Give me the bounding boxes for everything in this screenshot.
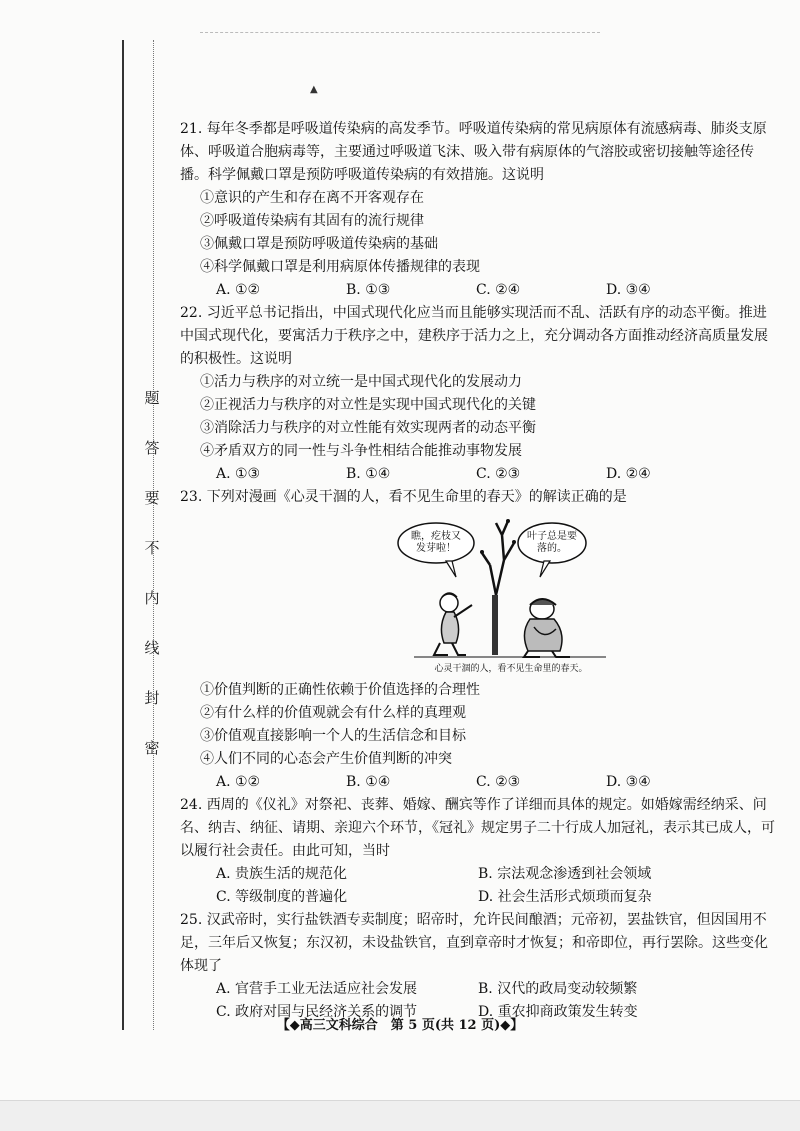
statement: ①活力与秩序的对立统一是中国式现代化的发展动力	[200, 374, 522, 390]
option-c: C. ②④	[476, 282, 521, 298]
option-b: B. 宗法观念渗透到社会领域	[478, 866, 652, 882]
statement: ①价值判断的正确性依赖于价值选择的合理性	[200, 682, 480, 698]
question-25	[180, 909, 780, 1024]
statement: ①意识的产生和存在离不开客观存在	[200, 190, 424, 206]
question-23	[180, 486, 780, 794]
option-a: A. 官营手工业无法适应社会发展	[216, 981, 418, 997]
scan-mark: ▲	[310, 84, 318, 95]
top-scan-border	[200, 32, 600, 33]
option-c: C. ②③	[476, 466, 521, 482]
question-stem: 21. 每年冬季都是呼吸道传染病的高发季节。呼吸道传染病的常见病原体有流感病毒、肺炎支原体、呼吸道合胞病毒等，主要通过呼吸道飞沫、吸入带有病原体的气溶胶或密切接触等途径传播。科学佩戴口罩是预防呼吸道传染病的有效措施。这说明	[180, 121, 767, 183]
option-b: B. ①④	[346, 774, 391, 790]
viewer-bottom-strip	[0, 1100, 800, 1131]
statement: ②有什么样的价值观就会有什么样的真理观	[200, 705, 466, 721]
option-a: A. ①②	[216, 282, 261, 298]
option-b: B. 汉代的政局变动较频繁	[478, 981, 638, 997]
option-a: A. ①③	[216, 466, 261, 482]
option-c: C. 政府对国与民经济关系的调节	[216, 1004, 418, 1020]
statement: ③佩戴口罩是预防呼吸道传染病的基础	[200, 236, 438, 252]
option-a: A. ①②	[216, 774, 261, 790]
seal-line-text	[140, 390, 164, 790]
seal-char: 要	[144, 489, 160, 507]
seal-char: 不	[144, 539, 160, 557]
cartoon	[394, 515, 626, 675]
question-stem: 25. 汉武帝时，实行盐铁酒专卖制度；昭帝时，允许民间酿酒；元帝初，罢盐铁官，但因国用不足，三年后又恢复；东汉初，未设盐铁官，直到章帝时才恢复；和帝即位，再行罢除。这些变化体现了	[180, 912, 768, 974]
statement: ③价值观直接影响一个人的生活信念和目标	[200, 728, 466, 744]
speech-bubble-right: 叶子总是要落的。	[527, 531, 577, 554]
options	[180, 279, 780, 302]
option-d: D. ②④	[606, 466, 651, 482]
question-stem: 24. 西周的《仪礼》对祭祀、丧葬、婚嫁、酬宾等作了详细而具体的规定。如婚嫁需经纳采、问名、纳吉、纳征、请期、亲迎六个环节，《冠礼》规定男子二十行成人加冠礼，表示其已成人，可以履行社会责任。由此可知，当时	[180, 797, 775, 859]
seal-char: 封	[144, 689, 160, 707]
question-22	[180, 302, 780, 486]
question-stem: 23. 下列对漫画《心灵干涸的人，看不见生命里的春天》的解读正确的是	[180, 489, 627, 505]
option-b: B. ①④	[346, 466, 391, 482]
seal-char: 答	[144, 439, 160, 457]
statement: ②呼吸道传染病有其固有的流行规律	[200, 213, 424, 229]
statement: ④矛盾双方的同一性与斗争性相结合能推动事物发展	[200, 443, 522, 459]
binding-line	[122, 40, 124, 1030]
page-footer: 【◆高三文科综合 第 5 页(共 12 页)◆】	[276, 1018, 524, 1033]
option-a: A. 贵族生活的规范化	[216, 866, 348, 882]
option-d: D. ③④	[606, 282, 651, 298]
option-d: D. 重农抑商政策发生转变	[478, 1004, 638, 1020]
speech-bubble-left: 瞧，疙枝又发芽啦！	[411, 531, 461, 554]
option-c: C. 等级制度的普遍化	[216, 889, 348, 905]
statement: ③消除活力与秩序的对立性能有效实现两者的动态平衡	[200, 420, 536, 436]
cartoon-caption: 心灵干涸的人，看不见生命里的春天。	[434, 664, 588, 674]
option-c: C. ②③	[476, 774, 521, 790]
questions	[180, 118, 780, 1024]
seal-char: 题	[144, 389, 160, 407]
option-b: B. ①③	[346, 282, 391, 298]
seal-char: 线	[144, 639, 160, 657]
option-d: D. ③④	[606, 774, 651, 790]
options	[180, 863, 780, 909]
question-stem: 22. 习近平总书记指出，中国式现代化应当而且能够实现活而不乱、活跃有序的动态平衡。推进中国式现代化，要寓活力于秩序之中，建秩序于活力之上，充分调动各方面推动经济高质量发展的积极性。这说明	[180, 305, 768, 367]
statement: ④人们不同的心态会产生价值判断的冲突	[200, 751, 452, 767]
statement: ②正视活力与秩序的对立性是实现中国式现代化的关键	[200, 397, 536, 413]
question-21	[180, 118, 780, 302]
seal-char: 密	[144, 739, 160, 757]
option-d: D. 社会生活形式烦琐而复杂	[478, 889, 652, 905]
question-24	[180, 794, 780, 909]
statement: ④科学佩戴口罩是利用病原体传播规律的表现	[200, 259, 480, 275]
options	[180, 463, 780, 486]
options	[180, 771, 780, 794]
seal-char: 内	[144, 589, 160, 607]
